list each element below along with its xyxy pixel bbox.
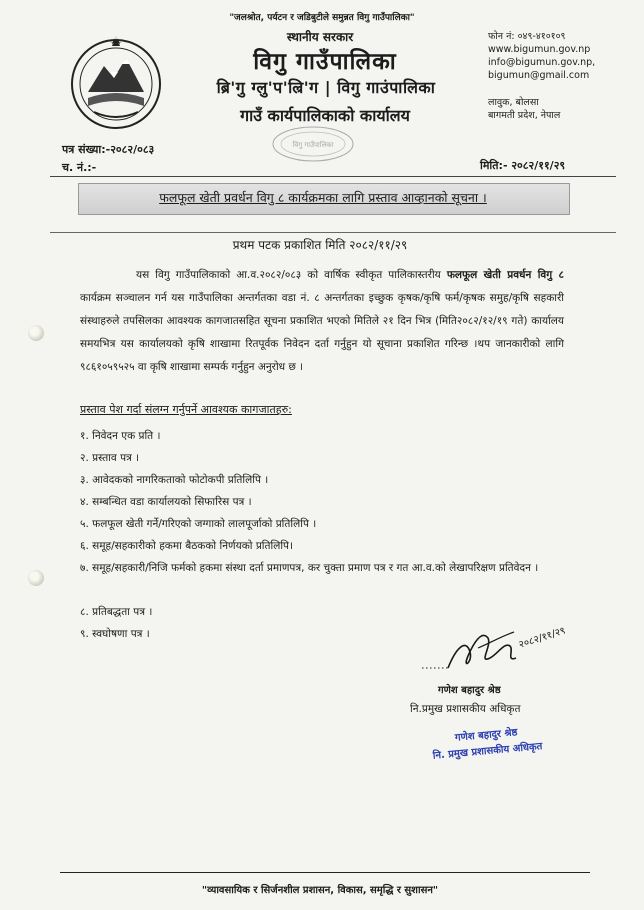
municipality-name-alt-script: ब्रि'गु ग्लु'प'ल्रि'ग | विगु गाउंपालिका [216,78,436,97]
letter-date: मिति:- २०८२/११/२९ [480,159,566,172]
address-block [488,96,638,122]
municipality-name: विगु गाउँपालिका [253,49,397,75]
list-item: ९. स्वघोषणा पत्र । [80,628,150,640]
nepal-government-emblem-icon [66,32,166,132]
address-line-1: लावुक, बोलसा [488,97,539,108]
stamp-title: नि. प्रमुख प्रशासकीय अधिकृत [432,741,543,762]
footer-motto: "व्यावसायिक र सिर्जनशील प्रशासन, विकास, समृद्धि र सुशासन" [201,885,439,896]
signature-date: २०८२/११/२९ [517,625,567,651]
header-divider [50,176,616,177]
handwritten-signature [418,618,578,682]
signer-title: नि.प्रमुख प्रशासकीय अधिकृत [410,703,521,715]
documents-heading: प्रस्ताव पेश गर्दा संलग्न गर्नुपर्ने आवश्यक कागजातहरु: [80,403,292,416]
title-divider [50,232,616,233]
documents-list [80,425,570,645]
office-name: गाउँ कार्यपालिकाको कार्यालय [240,106,410,125]
header-motto: "जलश्रोत, पर्यटन र जडिबुटीले समुन्नत विगु गाउँपालिका" [229,13,415,23]
signer-name: गणेश बहादुर श्रेष्ठ [438,685,501,696]
program-name: फलफूल खेती प्रवर्धन विगु ८ [446,269,564,281]
body-part-1: यस विगु गाउँपालिकाको आ.व.२०८२/०८३ को वार्षिक स्वीकृत पालिकास्तरीय [136,269,447,281]
official-stamp [411,722,563,767]
contact-block [488,30,638,82]
list-item: १. निवेदन एक प्रति । [80,430,161,442]
dispatch-number: च. नं.:- [62,161,97,174]
list-item: २. प्रस्ताव पत्र । [80,452,140,464]
seal-text: विगु गाउँपालिका [292,141,334,149]
email-link-gmail[interactable]: bigumun@gmail.com [488,70,590,81]
government-label: स्थानीय सरकार [286,30,354,44]
website-link[interactable]: www.bigumun.gov.np [488,44,591,55]
punch-hole-icon [28,325,44,341]
list-item: ८. प्रतिबद्धता पत्र । [80,606,153,618]
office-seal-icon [268,124,358,164]
address-line-2: बागमती प्रदेश, नेपाल [488,110,561,121]
phone-number: फोन नं: ०४९-४१०१०९ [488,31,566,42]
reference-number: पत्र संख्या:-२०८२/०८३ [62,143,155,156]
published-date-line: प्रथम पटक प्रकाशित मिति २०८२/११/२९ [232,238,408,252]
punch-hole-icon [28,570,44,586]
list-item: ३. आवेदकको नागरिकताको फोटोकपी प्रतिलिपि । [80,474,269,486]
list-item: ५. फलफूल खेती गर्ने/गरिएको जग्गाको लालपूर्जाको प्रतिलिपि । [80,518,317,530]
notice-title: फलफूल खेती प्रवर्धन विगु ८ कार्यक्रमका लागि प्रस्ताव आव्हानको सूचना । [159,190,487,205]
stamp-name: गणेश बहादुर श्रेष्ठ [454,727,518,744]
body-part-2: कार्यक्रम सञ्चालन गर्न यस गाउँपालिका अन्तर्गतका वडा नं. ८ अन्तर्गतका इच्छुक कृषक/कृषि फर्म/कृषक समुह/कृषि सहकारी संस्थाहरुले तपसिलका आवश्यक कागजातसहित सूचना प्रकाशित भएको मितिले २१ दिन भित्र (मिति२०८२/१२/१९ गते) कार्यालय समयभित्र यस कार्यालयको कृषि शाखामा रितपूर्वक निवेदन दर्ता गर्नुहुन यो सूचाना प्रकाशित गरिन्छ ।थप जानकारीको लागि ९८६१०५९५२५ वा कृषि शाखामा सम्पर्क गर्नुहुन अनुरोध छ । [80,292,564,373]
list-item: ६. समूह/सहकारीको हकमा बैठकको निर्णयको प्रतिलिपि। [80,540,294,552]
list-item: ४. सम्बन्धित वडा कार्यालयको सिफारिस पत्र । [80,496,252,508]
email-link-info[interactable]: info@bigumun.gov.np, [488,57,596,68]
notice-body-paragraph [80,264,564,379]
list-item: ७. समूह/सहकारी/निजि फर्मको हकमा संस्था दर्ता प्रमाणपत्र, कर चुक्ता प्रमाण पत्र र गत आ.व.को लेखापरिक्षण प्रतिवेदन । [80,562,539,574]
footer-divider [60,872,590,873]
